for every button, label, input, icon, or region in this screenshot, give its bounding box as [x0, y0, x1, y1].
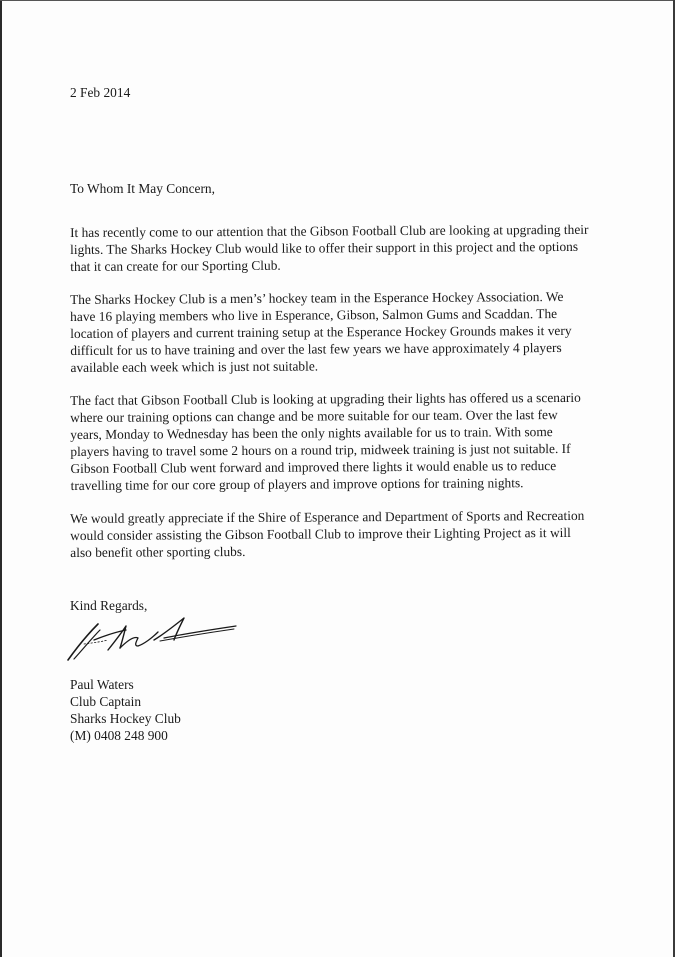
letter-date: 2 Feb 2014	[70, 85, 131, 100]
paragraph-3: The fact that Gibson Football Club is looking at upgrading their lights has offered us a scenario where our training options can change and be more suitable for our team. Over the last few years, Monday to Wednesday has been the only nights available for us to train. With some players having to travel some 2 hours on a round trip, midweek training is just not suitable. If Gibson Football Club went forward and improved there lights it would enable us to reduce travelling time for our core group of players and improve options for training nights.	[70, 389, 581, 493]
paragraph-2: The Sharks Hockey Club is a men’s’ hockey team in the Esperance Hockey Association. We have 16 playing members who live in Esperance, Gibson, Salmon Gums and Scaddan. The location of players and current training setup at the Esperance Hockey Grounds makes it very difficult for us to have training and over the last few years we have approximately 4 players available each week which is just not suitable.	[70, 288, 572, 375]
signatory-phone: (M) 0408 248 900	[70, 728, 168, 743]
letter-closing: Kind Regards,	[70, 598, 148, 613]
scan-edge-left	[0, 0, 2, 957]
handwritten-signature	[64, 610, 239, 662]
paragraph-1: It has recently come to our attention that the Gibson Football Club are looking at upgrading their lights. The Sharks Hockey Club would like to offer their support in this project and the options that it can create for our Sporting Club.	[70, 221, 589, 274]
scan-edge-top	[0, 0, 675, 1]
paragraph-4: We would greatly appreciate if the Shire of Esperance and Department of Sports and Recreation would consider assisting the Gibson Football Club to improve their Lighting Project as it will also benefit other sporting clubs.	[70, 507, 585, 560]
signatory-organisation: Sharks Hockey Club	[70, 711, 181, 726]
signatory-title: Club Captain	[70, 694, 142, 709]
signature-block	[70, 676, 590, 744]
signatory-name: Paul Waters	[70, 677, 134, 692]
letter-body	[70, 84, 590, 744]
letter-salutation: To Whom It May Concern,	[70, 181, 215, 196]
